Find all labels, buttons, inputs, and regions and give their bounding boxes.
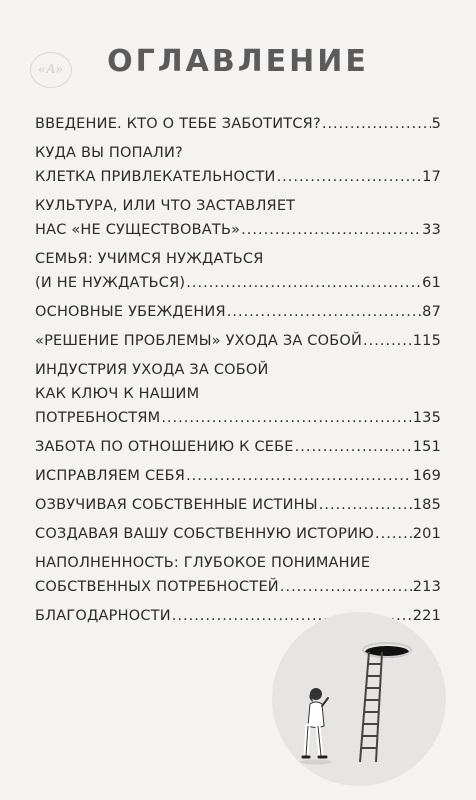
toc-leader-dots [322, 112, 431, 136]
toc-page-number: 87 [422, 304, 441, 320]
toc-line [35, 435, 441, 459]
toc-entry-title: ИНДУСТРИЯ УХОДА ЗА СОБОЙ [35, 362, 269, 378]
toc-line [35, 112, 441, 136]
toc-entry [35, 493, 441, 517]
toc-entry-title: БЛАГОДАРНОСТИ [35, 608, 171, 624]
toc-line [35, 358, 441, 382]
page-title: ОГЛАВЛЕНИЕ [107, 44, 369, 79]
toc-page-number: 213 [412, 579, 441, 595]
toc-entry [35, 464, 441, 488]
toc-leader-dots [227, 300, 421, 324]
toc-leader-dots [277, 165, 422, 189]
toc-entry [35, 300, 441, 324]
toc-entry [35, 329, 441, 353]
toc-line [35, 382, 441, 406]
toc-leader-dots [186, 271, 421, 295]
toc-leader-dots [295, 435, 412, 459]
toc-page-number: 135 [412, 410, 441, 426]
toc-line [35, 329, 441, 353]
toc-entry [35, 522, 441, 546]
toc-line [35, 493, 441, 517]
toc-line [35, 271, 441, 295]
toc-entry-title: ИСПРАВЛЯЕМ СЕБЯ [35, 468, 186, 484]
toc-entry [35, 112, 441, 136]
toc-entry-title: НАС «НЕ СУЩЕСТВОВАТЬ» [35, 222, 241, 238]
toc-page-number: 5 [431, 116, 441, 132]
toc-entry [35, 194, 441, 242]
toc-line [35, 300, 441, 324]
toc-leader-dots [280, 575, 412, 599]
toc-entry [35, 247, 441, 295]
toc-entry [35, 435, 441, 459]
illustration-circle [272, 612, 446, 786]
toc-line [35, 522, 441, 546]
toc-page-number: 115 [412, 333, 441, 349]
toc-line [35, 464, 441, 488]
toc-leader-dots [161, 406, 411, 430]
toc-line [35, 194, 441, 218]
toc-page-number: 221 [412, 608, 441, 624]
toc-entry-title: (И НЕ НУЖДАТЬСЯ) [35, 275, 186, 291]
toc-page-number: 201 [412, 526, 441, 542]
toc-leader-dots [363, 329, 412, 353]
toc-page-number: 185 [412, 497, 441, 513]
toc-page-number: 151 [412, 439, 441, 455]
toc-entry-title: ПОТРЕБНОСТЯМ [35, 410, 161, 426]
woman-looking-at-ladder-icon [272, 612, 446, 786]
toc-page-number: 17 [422, 169, 441, 185]
toc-entry [35, 141, 441, 189]
toc-entry-title: ОЗВУЧИВАЯ СОБСТВЕННЫЕ ИСТИНЫ [35, 497, 318, 513]
toc-entry [35, 551, 441, 599]
toc-line [35, 218, 441, 242]
toc-page-number: 169 [412, 468, 441, 484]
toc-page-number: 61 [422, 275, 441, 291]
toc-entry-title: КАК КЛЮЧ К НАШИМ [35, 386, 200, 402]
toc-line [35, 575, 441, 599]
toc-entry [35, 358, 441, 430]
toc-leader-dots [241, 218, 421, 242]
toc-entry-title: СОЗДАВАЯ ВАШУ СОБСТВЕННУЮ ИСТОРИЮ [35, 526, 375, 542]
toc-line [35, 247, 441, 271]
toc-line [35, 406, 441, 430]
toc-leader-dots [375, 522, 412, 546]
toc-entry-title: ЗАБОТА ПО ОТНОШЕНИЮ К СЕБЕ [35, 439, 294, 455]
toc-leader-dots [319, 493, 412, 517]
page-badge: «A» [30, 52, 72, 88]
toc-line [35, 165, 441, 189]
toc-page-number: 33 [422, 222, 441, 238]
toc-entry-title: «РЕШЕНИЕ ПРОБЛЕМЫ» УХОДА ЗА СОБОЙ [35, 333, 363, 349]
toc-entry-title: СОБСТВЕННЫХ ПОТРЕБНОСТЕЙ [35, 579, 279, 595]
toc-leader-dots [186, 464, 412, 488]
toc-entry-title: СЕМЬЯ: УЧИМСЯ НУЖДАТЬСЯ [35, 251, 264, 267]
table-of-contents [35, 112, 441, 633]
toc-entry-title: КУДА ВЫ ПОПАЛИ? [35, 145, 183, 161]
toc-entry-title: ВВЕДЕНИЕ. КТО О ТЕБЕ ЗАБОТИТСЯ? [35, 116, 321, 132]
toc-line [35, 551, 441, 575]
toc-entry-title: НАПОЛНЕННОСТЬ: ГЛУБОКОЕ ПОНИМАНИЕ [35, 555, 371, 571]
toc-entry-title: КЛЕТКА ПРИВЛЕКАТЕЛЬНОСТИ [35, 169, 276, 185]
toc-entry-title: ОСНОВНЫЕ УБЕЖДЕНИЯ [35, 304, 226, 320]
toc-line [35, 141, 441, 165]
toc-entry-title: КУЛЬТУРА, ИЛИ ЧТО ЗАСТАВЛЯЕТ [35, 198, 296, 214]
